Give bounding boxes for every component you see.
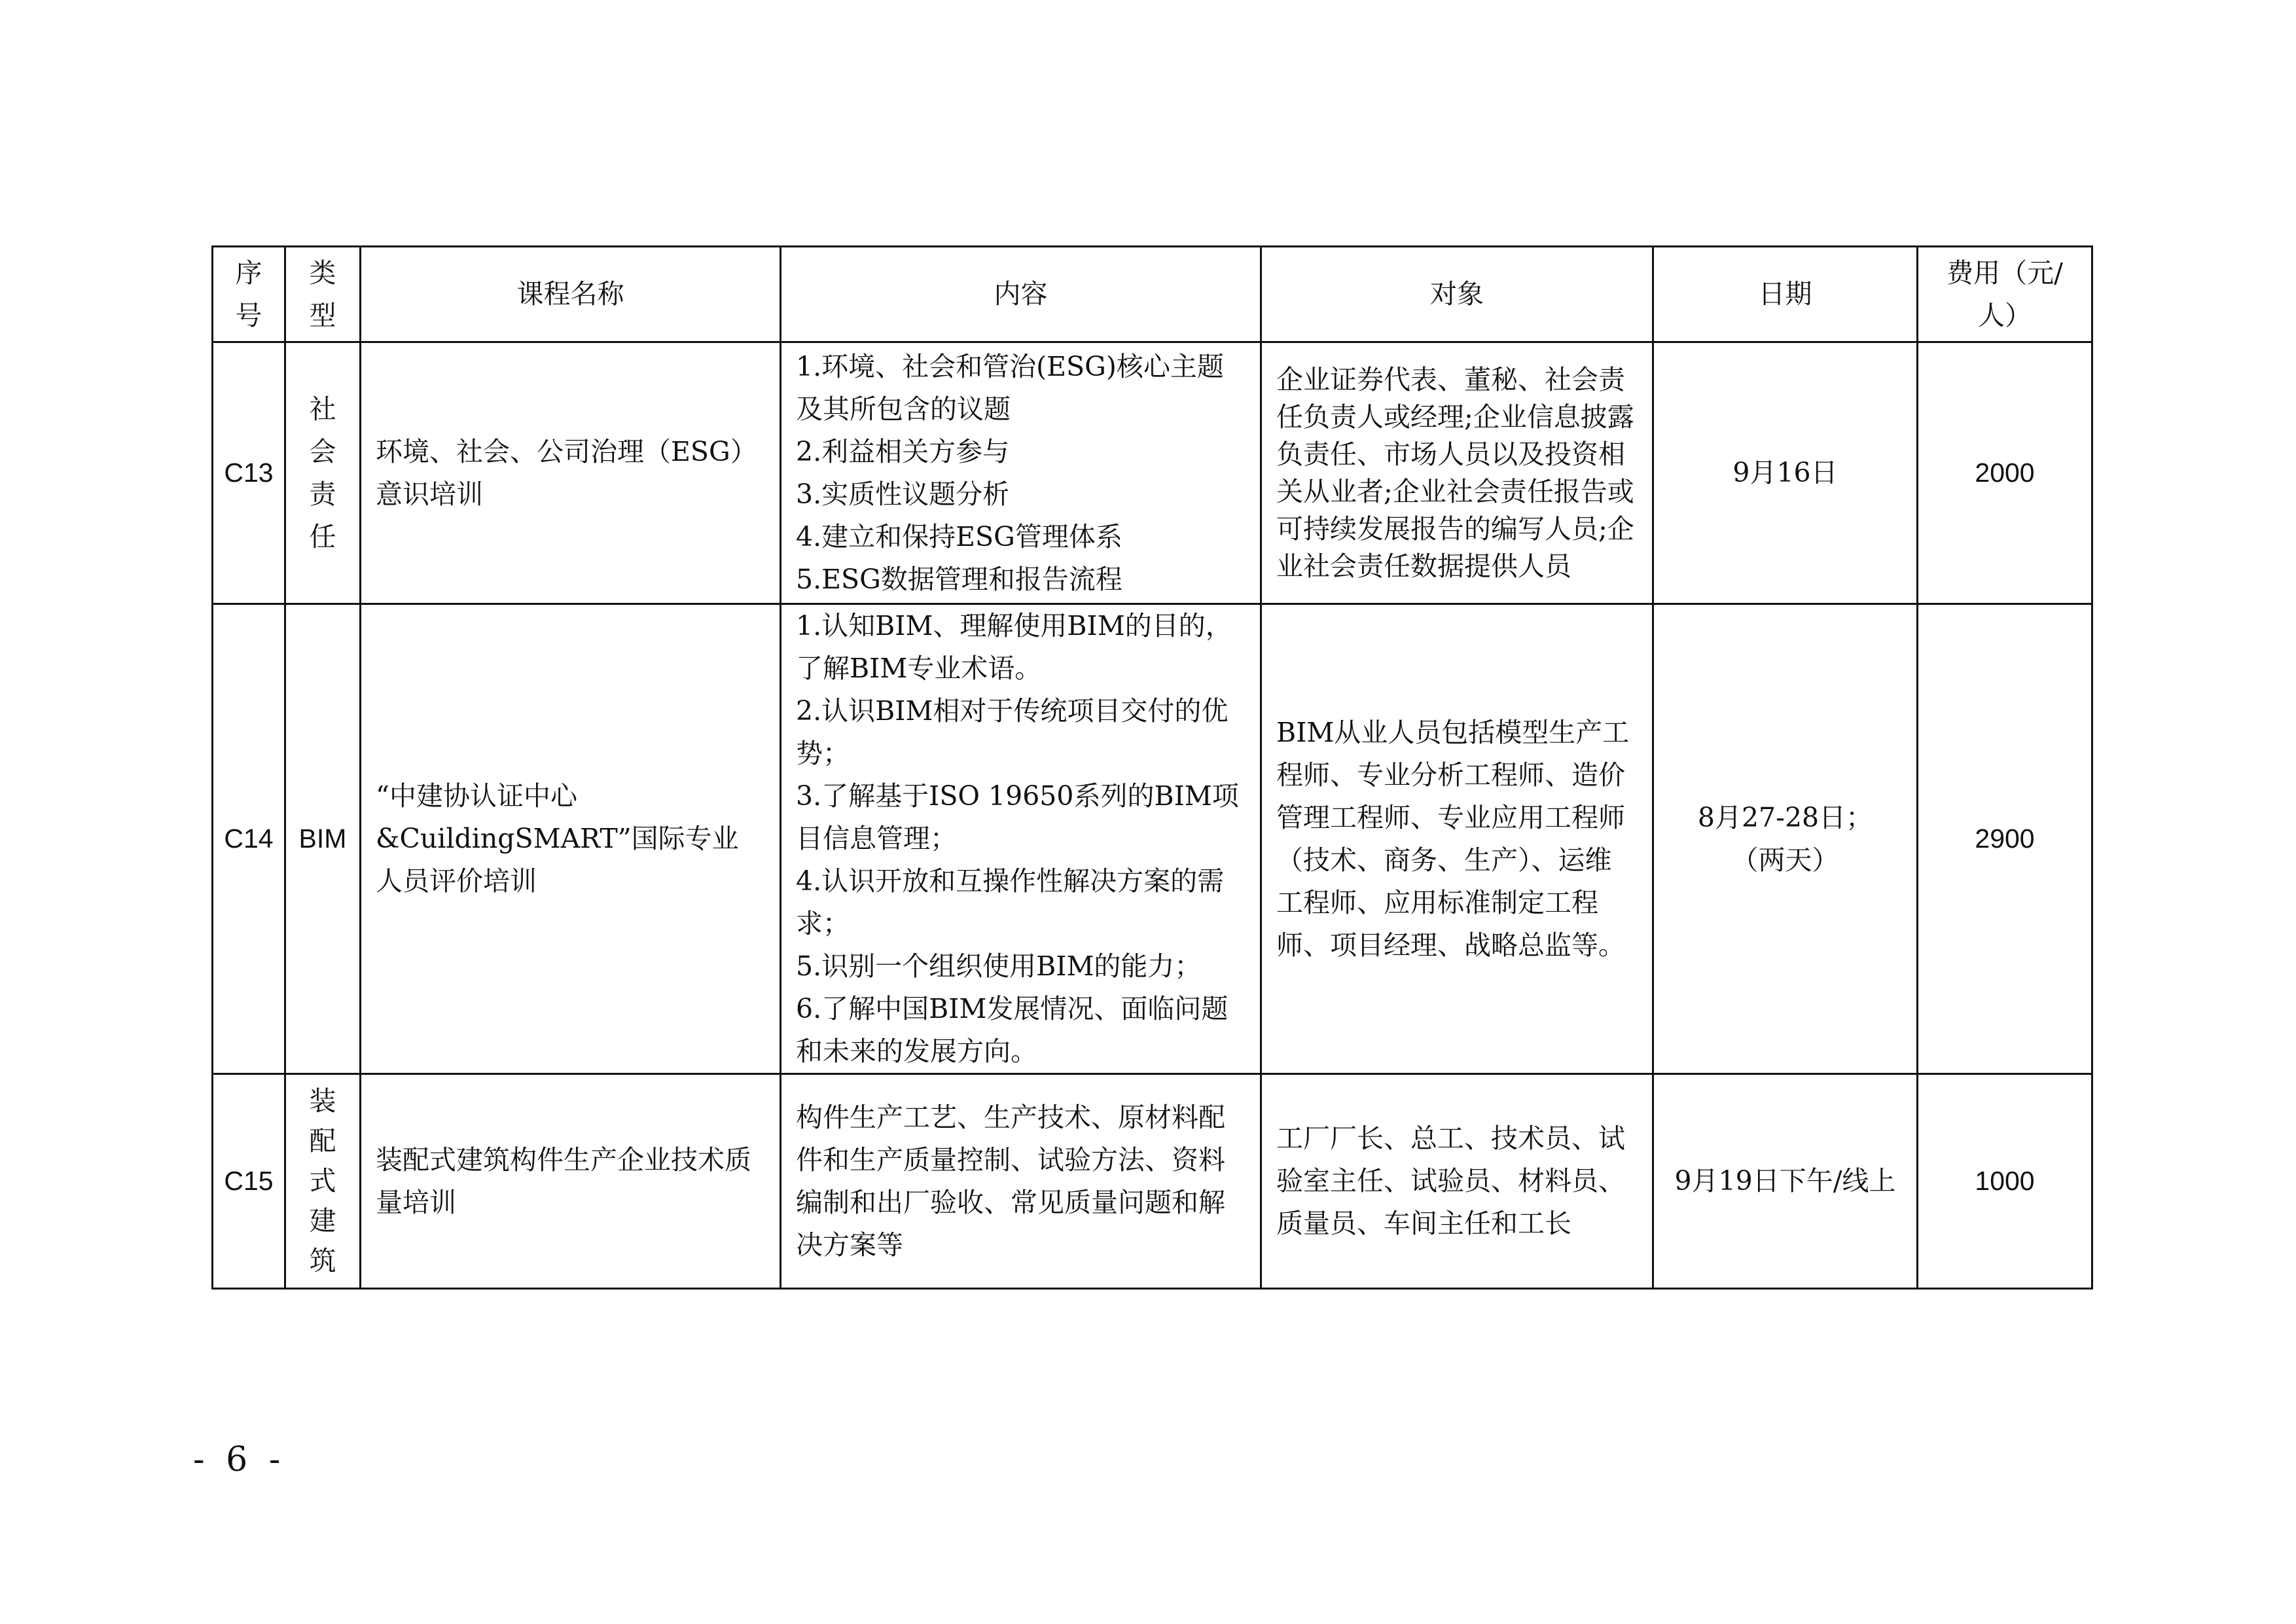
table-row bbox=[213, 1074, 2092, 1289]
content-line: 2.利益相关方参与 bbox=[796, 435, 1010, 467]
header-fee: 费用（元/人） bbox=[1918, 247, 2092, 342]
row-audience: BIM从业人员包括模型生产工程师、专业分析工程师、造价管理工程师、专业应用工程师（技术、商务、生产）、运维工程师、应用标准制定工程师、项目经理、战略总监等。 bbox=[1261, 604, 1653, 1074]
row-seq: C13 bbox=[213, 342, 285, 604]
content-line: 1.环境、社会和管治(ESG)核心主题及其所包含的议题 bbox=[796, 350, 1224, 425]
row-fee: 1000 bbox=[1918, 1074, 2092, 1289]
date-line: （两天） bbox=[1731, 844, 1839, 876]
row-course-name: 装配式建筑构件生产企业技术质量培训 bbox=[361, 1074, 781, 1289]
row-date bbox=[1653, 604, 1918, 1074]
row-date: 9月16日 bbox=[1653, 342, 1918, 604]
row-fee: 2000 bbox=[1918, 342, 2092, 604]
table-row bbox=[213, 604, 2092, 1074]
header-seq: 序号 bbox=[213, 247, 285, 342]
row-audience: 企业证券代表、董秘、社会责任负责人或经理;企业信息披露负责任、市场人员以及投资相关从业者;企业社会责任报告或可持续发展报告的编写人员;企业社会责任数据提供人员 bbox=[1261, 342, 1653, 604]
row-date: 9月19日下午/线上 bbox=[1653, 1074, 1918, 1289]
row-content bbox=[781, 342, 1261, 604]
content-line: 1.认知BIM、理解使用BIM的目的，了解BIM专业术语。 bbox=[796, 610, 1232, 684]
table-row bbox=[213, 342, 2092, 604]
row-seq: C14 bbox=[213, 604, 285, 1074]
content-line: 3.了解基于ISO 19650系列的BIM项目信息管理； bbox=[796, 780, 1239, 854]
table-header-row bbox=[213, 247, 2092, 342]
row-type: 社会责任 bbox=[285, 342, 361, 604]
row-seq: C15 bbox=[213, 1074, 285, 1289]
header-audience: 对象 bbox=[1261, 247, 1653, 342]
content-line: 4.建立和保持ESG管理体系 bbox=[796, 520, 1122, 552]
row-course-name: “中建协认证中心&CuildingSMART”国际专业人员评价培训 bbox=[361, 604, 781, 1074]
row-content bbox=[781, 604, 1261, 1074]
content-line: 6.了解中国BIM发展情况、面临问题和未来的发展方向。 bbox=[796, 993, 1229, 1067]
row-audience: 工厂厂长、总工、技术员、试验室主任、试验员、材料员、质量员、车间主任和工长 bbox=[1261, 1074, 1653, 1289]
row-course-name: 环境、社会、公司治理（ESG）意识培训 bbox=[361, 342, 781, 604]
header-date: 日期 bbox=[1653, 247, 1918, 342]
course-table bbox=[211, 245, 2093, 1290]
row-fee: 2900 bbox=[1918, 604, 2092, 1074]
content-line: 3.实质性议题分析 bbox=[796, 478, 1010, 510]
header-type: 类型 bbox=[285, 247, 361, 342]
row-type: 装配式建筑 bbox=[285, 1074, 361, 1289]
content-line: 2.认识BIM相对于传统项目交付的优势； bbox=[796, 695, 1229, 769]
content-line: 5.识别一个组织使用BIM的能力； bbox=[796, 950, 1202, 982]
date-line: 8月27-28日； bbox=[1697, 801, 1873, 833]
header-course-name: 课程名称 bbox=[361, 247, 781, 342]
page-number: - 6 - bbox=[193, 1440, 286, 1479]
row-content: 构件生产工艺、生产技术、原材料配件和生产质量控制、试验方法、资料编制和出厂验收、常见质量问题和解决方案等 bbox=[781, 1074, 1261, 1289]
content-line: 4.认识开放和互操作性解决方案的需求； bbox=[796, 865, 1225, 939]
header-content: 内容 bbox=[781, 247, 1261, 342]
row-type: BIM bbox=[285, 604, 361, 1074]
content-line: 5.ESG数据管理和报告流程 bbox=[796, 563, 1122, 595]
